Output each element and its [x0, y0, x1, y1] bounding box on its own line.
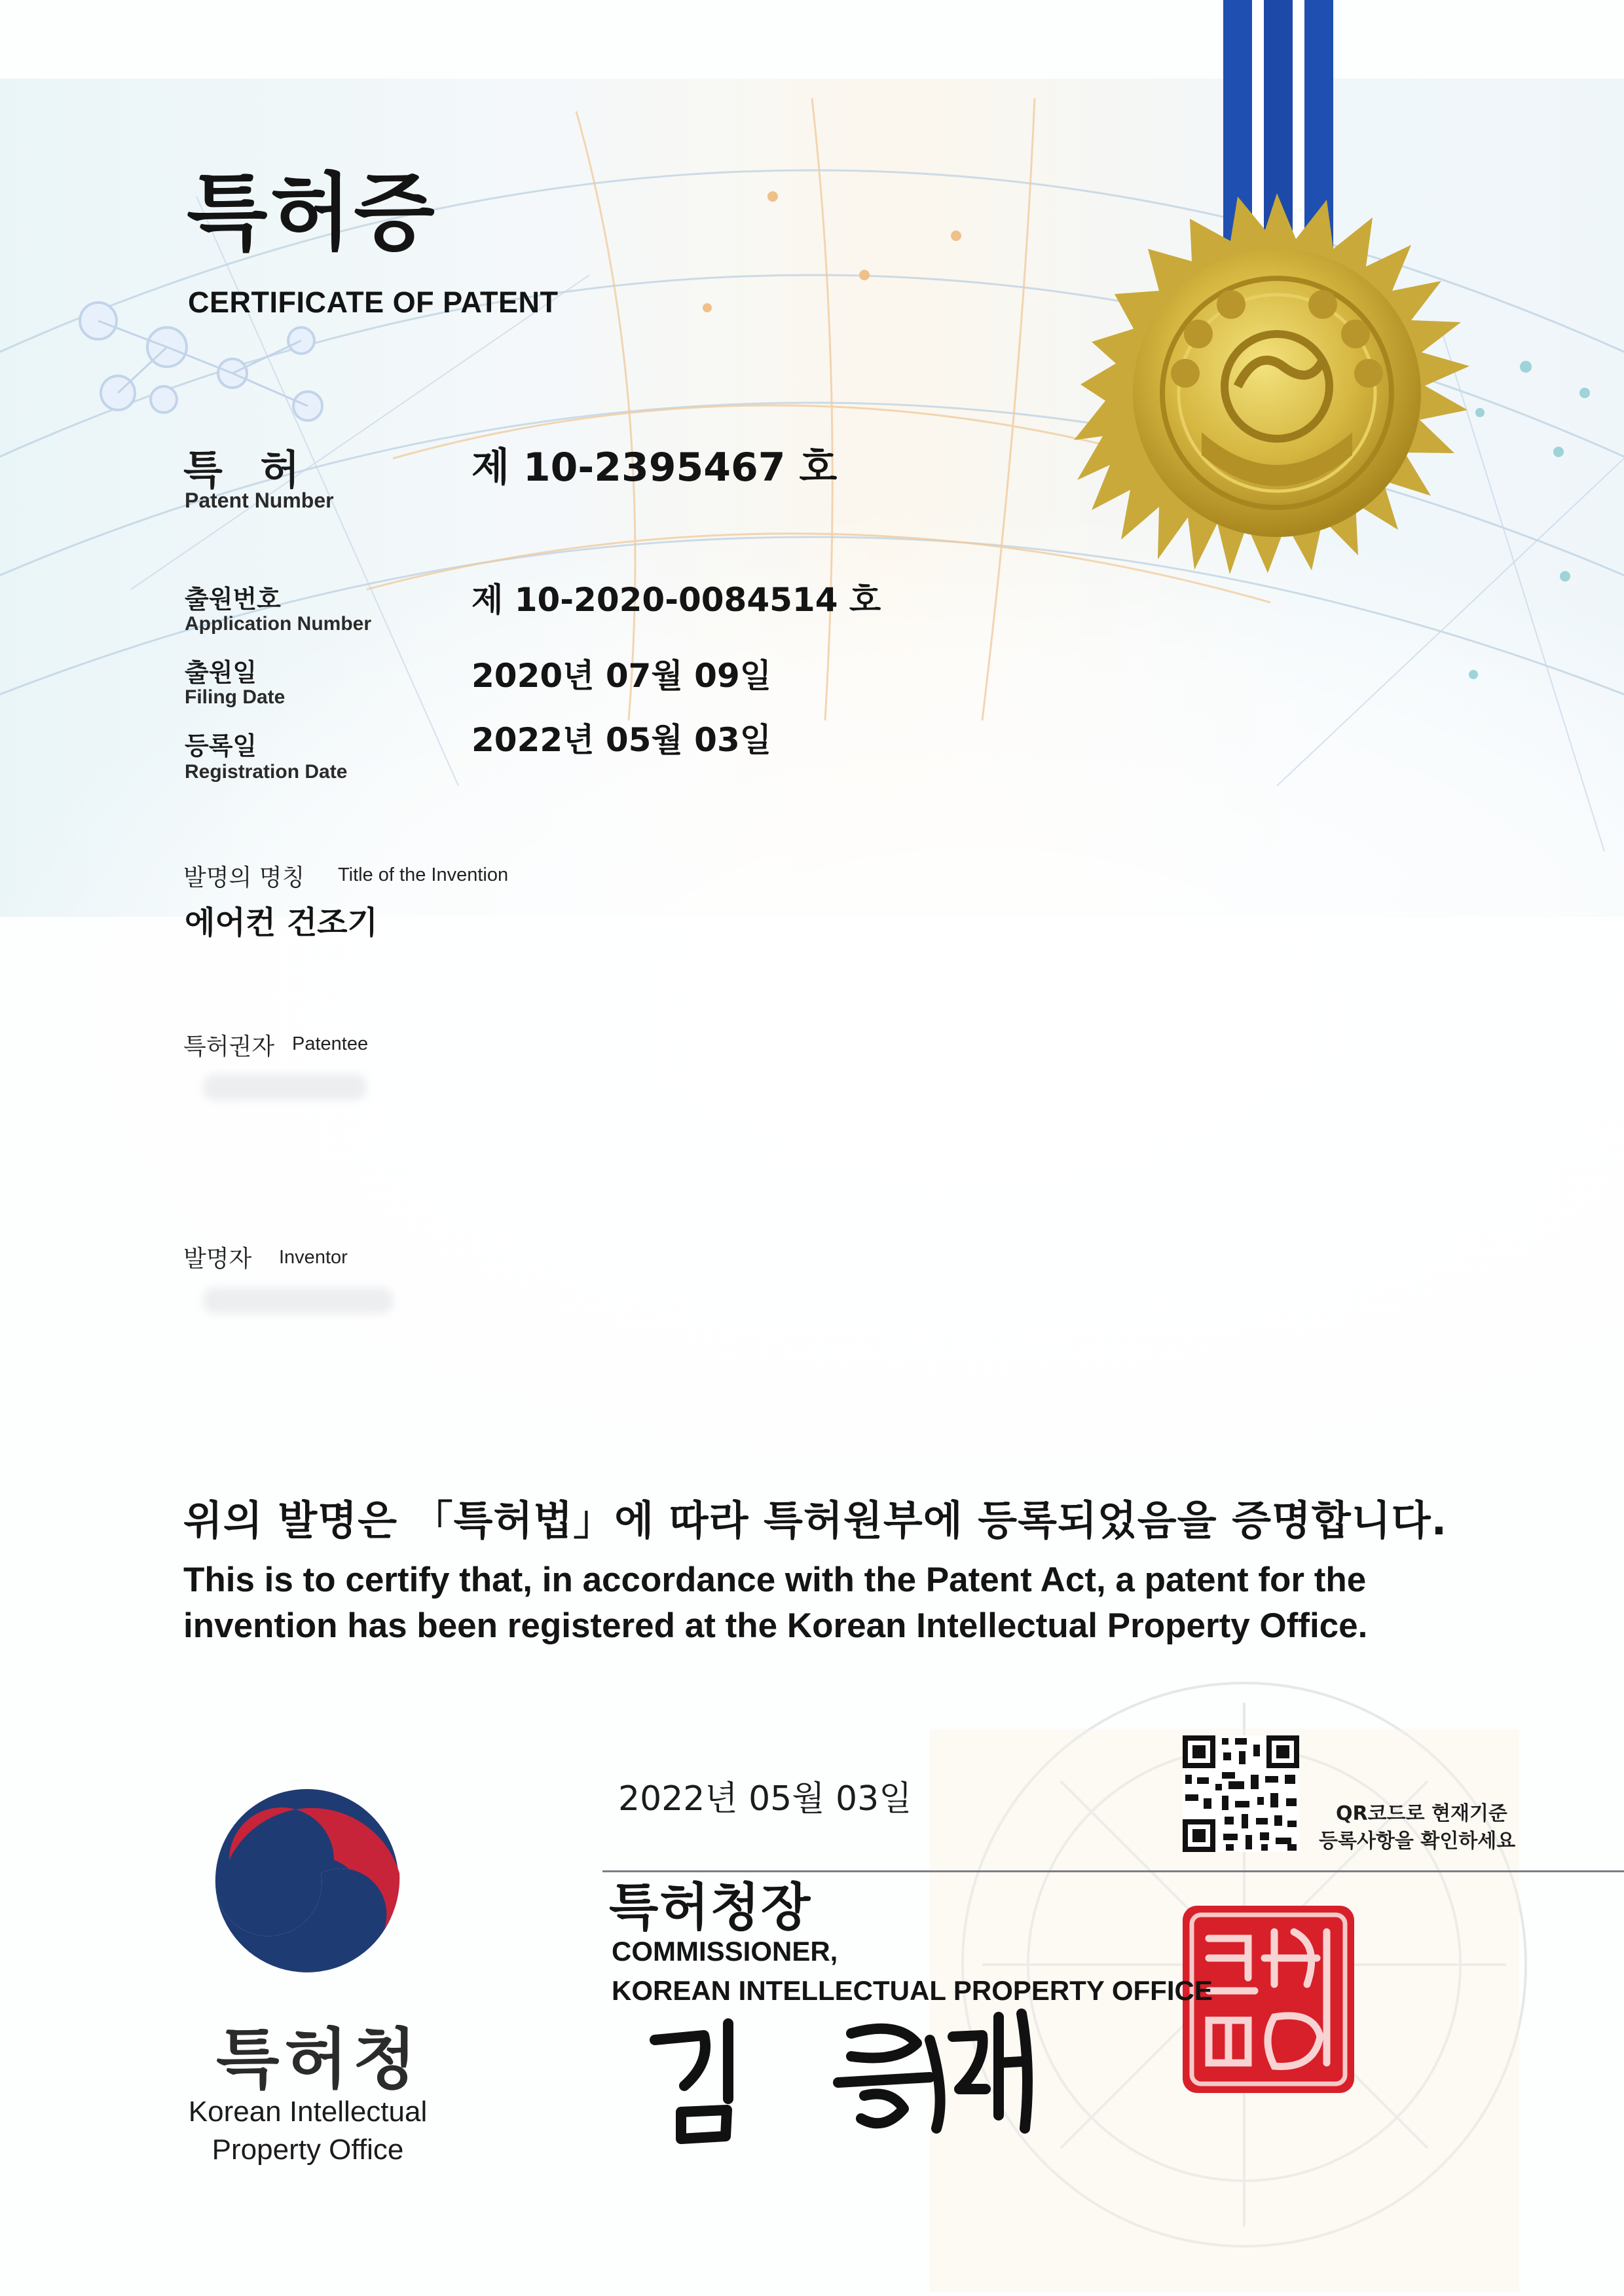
registration-date-value: 2022년 05월 03일: [471, 721, 772, 759]
patent-number-label-english: Patent Number: [185, 489, 334, 512]
qr-note-line2: 등록사항을 확인하세요: [1319, 1830, 1516, 1853]
commissioner-title-english-line1: COMMISSIONER,: [612, 1936, 838, 1967]
inventor-label-english: Inventor: [279, 1247, 348, 1268]
patent-number-value: 제 10-2395467 호: [471, 445, 838, 491]
agency-name-korean: 특허청: [216, 2021, 422, 2098]
filing-date-value: 2020년 07월 09일: [471, 657, 772, 695]
qr-note-line1: QR코드로 현재기준: [1336, 1802, 1507, 1825]
invention-title-value: 에어컨 건조기: [185, 904, 378, 941]
certificate-title-korean: 특허증: [187, 164, 437, 262]
agency-name-english-line1: Korean Intellectual: [188, 2096, 428, 2128]
registration-date-label-korean: 등록일: [185, 731, 257, 760]
certification-statement-english-line1: This is to certify that, in accordance with the Patent Act, a patent for the: [183, 1561, 1367, 1599]
invention-title-label-english: Title of the Invention: [338, 864, 509, 885]
certification-statement-korean: 위의 발명은 「특허법」에 따라 특허원부에 등록되었음을 증명합니다.: [183, 1496, 1448, 1544]
commissioner-title-korean: 특허청장: [609, 1878, 812, 1937]
filing-date-label-korean: 출원일: [185, 658, 257, 687]
certificate-title-english: CERTIFICATE OF PATENT: [188, 286, 559, 319]
invention-title-label-korean: 발명의 명칭: [183, 864, 305, 891]
kipo-logo-icon: [215, 1789, 399, 1972]
agency-name-english-line2: Property Office: [212, 2134, 404, 2166]
inventor-label-korean: 발명자: [183, 1246, 252, 1272]
patentee-redacted: [203, 1074, 367, 1100]
commissioner-title-english-line2: KOREAN INTELLECTUAL PROPERTY OFFICE: [612, 1975, 1213, 2006]
application-number-label-korean: 출원번호: [185, 585, 281, 614]
qr-code-icon: [1183, 1735, 1299, 1852]
patentee-label-korean: 특허권자: [183, 1033, 275, 1060]
filing-date-label-english: Filing Date: [185, 686, 286, 708]
certification-statement-english-line2: invention has been registered at the Korean Intellectual Property Office.: [183, 1606, 1368, 1645]
patent-number-label-korean: 특 허: [183, 446, 312, 494]
issue-date: 2022년 05월 03일: [618, 1779, 912, 1819]
inventor-redacted: [203, 1287, 393, 1314]
registration-date-label-english: Registration Date: [185, 761, 348, 783]
patentee-label-english: Patentee: [292, 1033, 369, 1054]
application-number-label-english: Application Number: [185, 613, 372, 635]
application-number-value: 제 10-2020-0084514 호: [471, 581, 881, 619]
